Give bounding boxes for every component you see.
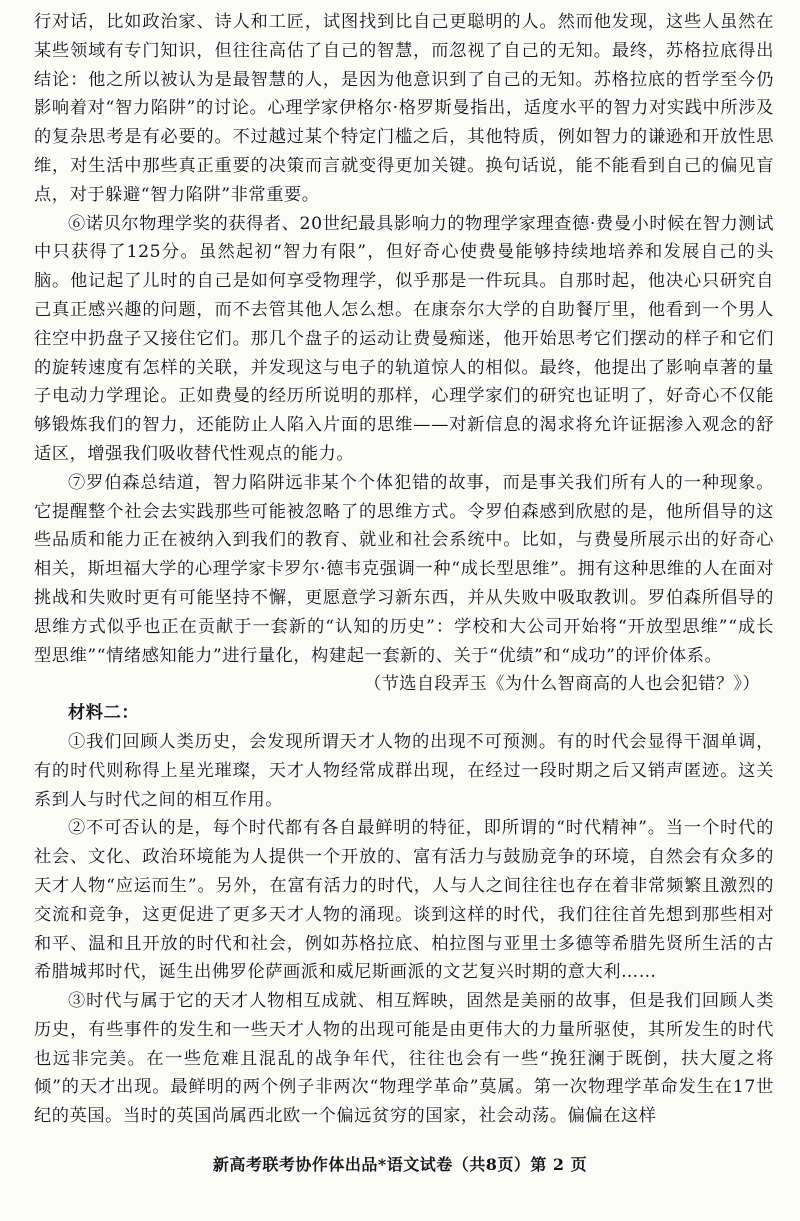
source-citation: （节选自段弄玉《为什么智商高的人也会犯错？》） [364,674,760,695]
material2-heading: 材料二： [68,703,140,724]
material1-paragraph-7: ⑦罗伯森总结道，智力陷阱远非某个个体犯错的故事，而是事关我们所有人的一种现象。它提醒整个社会去实践那些可能被忽略了的思维方式。令罗伯森感到欣慰的是，他所倡导的这些品质和能力正在被纳入到我们的教育、就业和社会系统中。比如，与费曼所展示出的好奇心相关，斯坦福大学的心理学家卡罗尔·德韦克强调一种“成长型思维”。拥有这种思维的人在面对挑战和失败时更有可能坚持不懈，更愿意学习新东西，并从失败中吸取教训。罗伯森所倡导的思维方式似乎也正在贡献于一套新的“认知的历史”：学校和大公司开始将“开放型思维”“成长型思维”“情绪感知能力”进行量化，构建起一套新的、关于“优绩”和“成功”的评价体系。 [34,472,774,666]
page-footer: 新高考联考协作体出品*语文试卷（共8页）第 2 页 [212,1155,588,1174]
material2-paragraph-3: ③时代与属于它的天才人物相互成就、相互辉映，固然是美丽的故事，但是我们回顾人类历史，有些事件的发生和一些天才人物的出现可能是由更伟大的力量所驱使，其所发生的时代也远非完美。在一些危难且混乱的战争年代，往往也会有一些“挽狂澜于既倒，扶大厦之将倾”的天才出现。最鲜明的两个例子非两次“物理学革命”莫属。第一次物理学革命发生在17世纪的英国。当时的英国尚属西北欧一个偏远贫穷的国家，社会动荡。偏偏在这样 [34,991,774,1127]
page-content [34,8,774,1131]
material2-paragraph-1: ①我们回顾人类历史，会发现所谓天才人物的出现不可预测。有的时代会显得干涸单调，有的时代则称得上星光璀璨，天才人物经常成群出现，在经过一段时期之后又销声匿迹。这关系到人与时代之间的相互作用。 [34,731,774,810]
material1-paragraph-5-continued: 行对话，比如政治家、诗人和工匠，试图找到比自己更聪明的人。然而他发现，这些人虽然在某些领域有专门知识，但往往高估了自己的智慧，而忽视了自己的无知。最终，苏格拉底得出结论：他之所以被认为是最智慧的人，是因为他意识到了自己的无知。苏格拉底的哲学至今仍影响着对“智力陷阱”的讨论。心理学家伊格尔·格罗斯曼指出，适度水平的智力对实践中所涉及的复杂思考是有必要的。不过越过某个特定门槛之后，其他特质，例如智力的谦逊和开放性思维，对生活中那些真正重要的决策而言就变得更加关键。换句话说，能不能看到自己的偏见盲点，对于躲避“智力陷阱”非常重要。 [34,12,774,205]
material2-paragraph-2: ②不可否认的是，每个时代都有各自最鲜明的特征，即所谓的“时代精神”。当一个时代的社会、文化、政治环境能为人提供一个开放的、富有活力与鼓励竞争的环境，自然会有众多的天才人物“应运而生”。另外，在富有活力的时代，人与人之间往往也存在着非常频繁且激烈的交流和竞争，这更促进了更多天才人物的涌现。谈到这样的时代，我们往往首先想到那些相对和平、温和且开放的时代和社会，例如苏格拉底、柏拉图与亚里士多德等希腊先贤所生活的古希腊城邦时代，诞生出佛罗伦萨画派和威尼斯画派的文艺复兴时期的意大利…… [34,818,774,983]
material1-paragraph-6: ⑥诺贝尔物理学奖的获得者、20世纪最具影响力的物理学家理查德·费曼小时候在智力测试中只获得了125分。虽然起初“智力有限”，但好奇心使费曼能够持续地培养和发展自己的头脑。他记起了儿时的自己是如何享受物理学，似乎那是一件玩具。自那时起，他决心只研究自己真正感兴趣的问题，而不去管其他人怎么想。在康奈尔大学的自助餐厅里，他看到一个男人往空中扔盘子又接住它们。那几个盘子的运动让费曼痴迷，他开始思考它们摆动的样子和它们的旋转速度有怎样的关联，并发现这与电子的轨道惊人的相似。最终，他提出了影响卓著的量子电动力学理论。正如费曼的经历所说明的那样，心理学家们的研究也证明了，好奇心不仅能够锻炼我们的智力，还能防止人陷入片面的思维——对新信息的渴求将允许证据渗入观念的舒适区，增强我们吸收替代性观点的能力。 [34,213,774,464]
